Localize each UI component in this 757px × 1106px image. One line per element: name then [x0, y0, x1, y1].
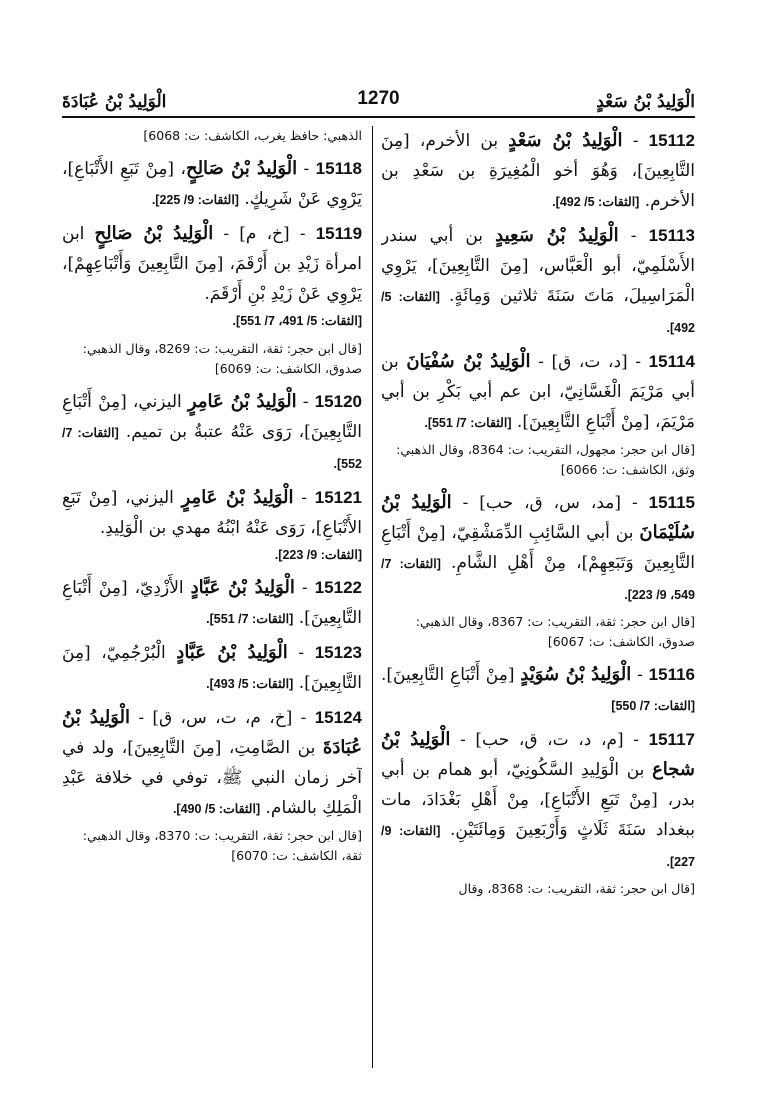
entry-body: [مِنْ أَتْبَاعِ التَّابِعِينَ]. [381, 665, 515, 685]
entry-codes: [د، ت، ق] [551, 352, 628, 372]
entry-body: بن الأخرم، [مِنَ التَّابِعِينَ]، وَهُوَ أخو الْمُغِيرَةِ بن سَعْدِ بن الأخرم. [381, 131, 695, 211]
entry-text: 15119 - [خ، م] - الْوَلِيدُ بْنُ صَالِحٍ ابن امرأة زَيْدِ بن أَرْقَمَ، [مِنَ التَّابِعِينَ وَأَتْبَاعِهِمْ]، يَرْوِي عَنْ زَيْدِ بْنِ أَرْقَمَ. [62, 223, 362, 304]
entry [62, 573, 362, 634]
entry [62, 638, 362, 699]
entry-body: ابن امرأة زَيْدِ بن أَرْقَمَ، [مِنَ التَّابِعِينَ وَأَتْبَاعِهِمْ]، يَرْوِي عَنْ زَيْدِ بْنِ أَرْقَمَ. [62, 224, 362, 304]
page-number: 1270 [357, 88, 400, 109]
entry-body: اليزني، [مِنْ تَبَعِ الأَتْبَاعِ]، رَوَى عَنْهُ ابْنُهُ مهدي بن الْوَلِيدِ. [62, 488, 362, 538]
entry-name: الْوَلِيدُ بْنُ سُفْيَانَ [406, 351, 531, 372]
entry-reference-line [62, 545, 362, 565]
entry [381, 660, 695, 721]
entry-body: بن أبي سندر الأَسْلَمِيّ، أبو الْعَبَّاس، [مِنَ التَّابِعِينَ]، يَرْوِي الْمَرَاسِيلَ، مَاتَ سَنَةَ ثلاثين وَمِائَةٍ. [381, 226, 695, 306]
running-head-right: الْوَلِيدُ بْنُ سَعْدٍ [596, 92, 695, 112]
entry-body: [مِنْ تَبَعِ الأَتْبَاعِ]، يَرْوِي عَنْ شَرِيكٍ. [62, 159, 362, 209]
entry-reference: [الثقات: 5/ 492]. [552, 195, 640, 209]
entry-number: 15118 [315, 159, 362, 178]
entry-note: [قال ابن حجر: مجهول، التقريب: ت: 8364، وقال الذهبي: وثق، الكاشف: ت: 6066] [396, 442, 695, 477]
page-header [62, 86, 695, 118]
entry-reference: [الثقات: 5/ 490]. [172, 802, 261, 816]
entry-reference-line [62, 311, 362, 331]
right-column [381, 126, 695, 1070]
left-column [62, 126, 362, 1070]
entry-text: 15124 - [خ، م، ت، س، ق] - الْوَلِيدُ بْنُ عُبَادَةَ بن الصَّامِتِ، [مِنَ التَّابِعِينَ]، ولد في آخر زمان النبي ﷺ، توفي في خلافة عَبْدِ الْمَلِكِ بالشام. [الثقات: 5/ 490]. [62, 707, 362, 818]
entry-text: 15113 - الْوَلِيدُ بْنُ سَعِيدٍ بن أبي سندر الأَسْلَمِيّ، أبو الْعَبَّاس، [مِنَ التَّابِعِينَ]، يَرْوِي الْمَرَاسِيلَ، مَاتَ سَنَةَ ثلاثين وَمِائَةٍ. [الثقات: 5/ 492]. [381, 225, 695, 335]
entry-body: بن أبي مَرْيَمَ الْغَسَّانِيّ، ابن عم أبي بَكْرِ بن أبي مَرْيَمَ، [مِنْ أَتْبَاعِ التَّابِعِينَ]. [381, 352, 695, 432]
entry-number: 15114 [648, 352, 695, 371]
entry-text: 15114 - [د، ت، ق] - الْوَلِيدُ بْنُ سُفْيَانَ بن أبي مَرْيَمَ الْغَسَّانِيّ، ابن عم أبي بَكْرِ بن أبي مَرْيَمَ، [مِنْ أَتْبَاعِ التَّابِعِينَ]. [الثقات: 7/ 551]. [381, 351, 695, 432]
entry-note: [قال ابن حجر: ثقة، التقريب: ت: 8368، وقال [458, 881, 695, 896]
entry [62, 154, 362, 215]
entry-name: الْوَلِيدُ بْنُ عَامِرٍ [181, 487, 294, 508]
entry-reference: [الثقات: 5/ 491، 7/ 551]. [232, 314, 362, 328]
entry-reference: [الثقات: 9/ 225]. [151, 193, 239, 207]
entry-body: بن أبي السَّائِبِ الدِّمَشْقِيّ، [مِنْ أَتْبَاعِ التَّابِعِينَ وَتَبَعِهِمْ]، مِنْ أَهْلِ الشَّامِ. [381, 523, 695, 573]
entry-text: 15115 - [مد، س، ق، حب] - الْوَلِيدُ بْنُ سُلَيْمَانَ بن أبي السَّائِبِ الدِّمَشْقِيّ، [مِنْ أَتْبَاعِ التَّابِعِينَ وَتَبَعِهِمْ]، مِنْ أَهْلِ الشَّامِ. [الثقات: 7/ 549، 9/ 223]. [381, 492, 695, 602]
entry-codes: [م، د، ت، ق، حب] [475, 730, 624, 750]
entry [381, 221, 695, 343]
entry-name: الْوَلِيدُ بْنُ شجاع [381, 729, 695, 780]
entry [62, 703, 362, 866]
entry-text: 15117 - [م، د، ت، ق، حب] - الْوَلِيدُ بْنُ شجاع بن الْوَلِيدِ السَّكُونِيّ، أبو همام بن أبي بدر، [مِنْ تَبَعِ الأَتْبَاعِ]، مِنْ أَهْلِ بَغْدَادَ، مات ببغداد سَنَةَ ثَلَاثٍ وَأَرْبَعِينَ وَمِائَتَيْنِ. [الثقات: 9/ 227]. [381, 729, 695, 869]
entry [381, 488, 695, 652]
entry-name: الْوَلِيدُ بْنُ سُوَيْدٍ [520, 664, 632, 685]
entry-reference: [الثقات: 7/ 552]. [62, 426, 362, 471]
entry-reference: [الثقات: 7/ 551]. [206, 612, 294, 626]
entry [381, 126, 695, 217]
entry [62, 483, 362, 565]
entry-text: 15123 - الْوَلِيدُ بْنُ عَبَّادٍ الْبُرْجُمِيّ، [مِنَ التَّابِعِينَ]. [الثقات: 5/ 493]. [62, 642, 362, 693]
entry-text: 15118 - الْوَلِيدُ بْنُ صَالِحٍ، [مِنْ تَبَعِ الأَتْبَاعِ]، يَرْوِي عَنْ شَرِيكٍ. [الثقات: 9/ 225]. [62, 158, 362, 209]
entry-number: 15121 [314, 488, 362, 507]
entry-body: الأَزْدِيّ، [مِنْ أَتْبَاعِ التَّابِعِينَ]. [62, 578, 362, 628]
entry-body: اليزني، [مِنْ أَتْبَاعِ التَّابِعِينَ]، رَوَى عَنْهُ عتبةُ بن تميم. [62, 392, 362, 442]
entry-name: الْوَلِيدُ بْنُ سَعْدٍ [508, 130, 623, 151]
entry-note: [قال ابن حجر: ثقة، التقريب: ت: 8370، وقال الذهبي: ثقة، الكاشف: ت: 6070] [82, 828, 362, 863]
entry-reference: [الثقات: 9/ 223]. [274, 548, 362, 562]
running-head-left: الْوَلِيدُ بْنُ عُبَادَةَ [62, 92, 167, 112]
entry-number: 15116 [648, 665, 695, 684]
column-divider [372, 126, 373, 1068]
entry-text: 15120 - الْوَلِيدُ بْنُ عَامِرٍ اليزني، [مِنْ أَتْبَاعِ التَّابِعِينَ]، رَوَى عَنْهُ عتبةُ بن تميم. [الثقات: 7/ 552]. [62, 391, 362, 471]
entry-codes: [مد، س، ق، حب] [479, 493, 622, 513]
entry-number: 15113 [648, 226, 695, 245]
entry [62, 387, 362, 479]
entry-number: 15112 [648, 131, 695, 150]
entry-reference: [الثقات: 9/ 227]. [381, 824, 695, 869]
entry-name: الْوَلِيدُ بْنُ عُبَادَةَ [62, 707, 362, 758]
entry-codes: [خ، م، ت، س، ق] [152, 708, 293, 728]
entry-reference: [الثقات: 7/ 550] [611, 699, 695, 713]
entry-text: 15116 - الْوَلِيدُ بْنُ سُوَيْدٍ [مِنْ أَتْبَاعِ التَّابِعِينَ]. [الثقات: 7/ 550] [381, 664, 695, 713]
entry-name: الْوَلِيدُ بْنُ صَالِحٍ [185, 158, 298, 179]
entry-name: الْوَلِيدُ بْنُ عَبَّادٍ [190, 577, 295, 598]
entry-number: 15123 [314, 643, 362, 662]
entry-text: 15112 - الْوَلِيدُ بْنُ سَعْدٍ بن الأخرم، [مِنَ التَّابِعِينَ]، وَهُوَ أخو الْمُغِيرَةِ بن سَعْدِ بن الأخرم. [الثقات: 5/ 492]. [381, 130, 695, 211]
entry [381, 725, 695, 899]
continued-note: الذهبي: حافظ يغرب، الكاشف: ت: 6068] [143, 128, 362, 143]
entry-name: الْوَلِيدُ بْنُ صَالِحٍ [94, 223, 214, 244]
entry-text: 15122 - الْوَلِيدُ بْنُ عَبَّادٍ الأَزْدِيّ، [مِنْ أَتْبَاعِ التَّابِعِينَ]. [الثقات: 7/ 551]. [62, 577, 362, 628]
entry-codes: [خ، م] [239, 224, 290, 244]
entry-name: الْوَلِيدُ بْنُ سَعِيدٍ [495, 225, 619, 246]
entry-reference: [الثقات: 7/ 549، 9/ 223]. [381, 557, 695, 602]
entry-reference: [الثقات: 5/ 492]. [381, 290, 695, 335]
entry-reference: [الثقات: 5/ 493]. [206, 677, 294, 691]
entry-number: 15119 [315, 224, 362, 243]
entry-number: 15122 [314, 578, 362, 597]
entry-body: بن الصَّامِتِ، [مِنَ التَّابِعِينَ]، ولد في آخر زمان النبي ﷺ، توفي في خلافة عَبْدِ الْمَلِكِ بالشام. [62, 738, 362, 818]
entry [62, 219, 362, 379]
entry-name: الْوَلِيدُ بْنُ عَبَّادٍ [176, 642, 288, 663]
entry-number: 15115 [648, 493, 695, 512]
entry-text: 15121 - الْوَلِيدُ بْنُ عَامِرٍ اليزني، [مِنْ تَبَعِ الأَتْبَاعِ]، رَوَى عَنْهُ ابْنُهُ مهدي بن الْوَلِيدِ. [62, 487, 362, 538]
entry-name: الْوَلِيدُ بْنُ سُلَيْمَانَ [381, 492, 695, 543]
entry-body: بن الْوَلِيدِ السَّكُونِيّ، أبو همام بن أبي بدر، [مِنْ تَبَعِ الأَتْبَاعِ]، مِنْ أَهْلِ بَغْدَادَ، مات ببغداد سَنَةَ ثَلَاثٍ وَأَرْبَعِينَ وَمِائَتَيْنِ. [381, 760, 695, 840]
entry [381, 347, 695, 480]
entry-reference: [الثقات: 7/ 551]. [424, 416, 512, 430]
entry-note: [قال ابن حجر: ثقة، التقريب: ت: 8367، وقال الذهبي: صدوق، الكاشف: ت: 6067] [415, 614, 695, 649]
entry-note: [قال ابن حجر: ثقة، التقريب: ت: 8269، وقال الذهبي: صدوق، الكاشف: ت: 6069] [82, 341, 362, 376]
entry-number: 15117 [648, 730, 695, 749]
entry-name: الْوَلِيدُ بْنُ عَامِرٍ [187, 391, 297, 412]
entry-number: 15120 [314, 392, 362, 411]
entry-body: الْبُرْجُمِيّ، [مِنَ التَّابِعِينَ]. [62, 643, 362, 693]
entry-number: 15124 [314, 708, 362, 727]
